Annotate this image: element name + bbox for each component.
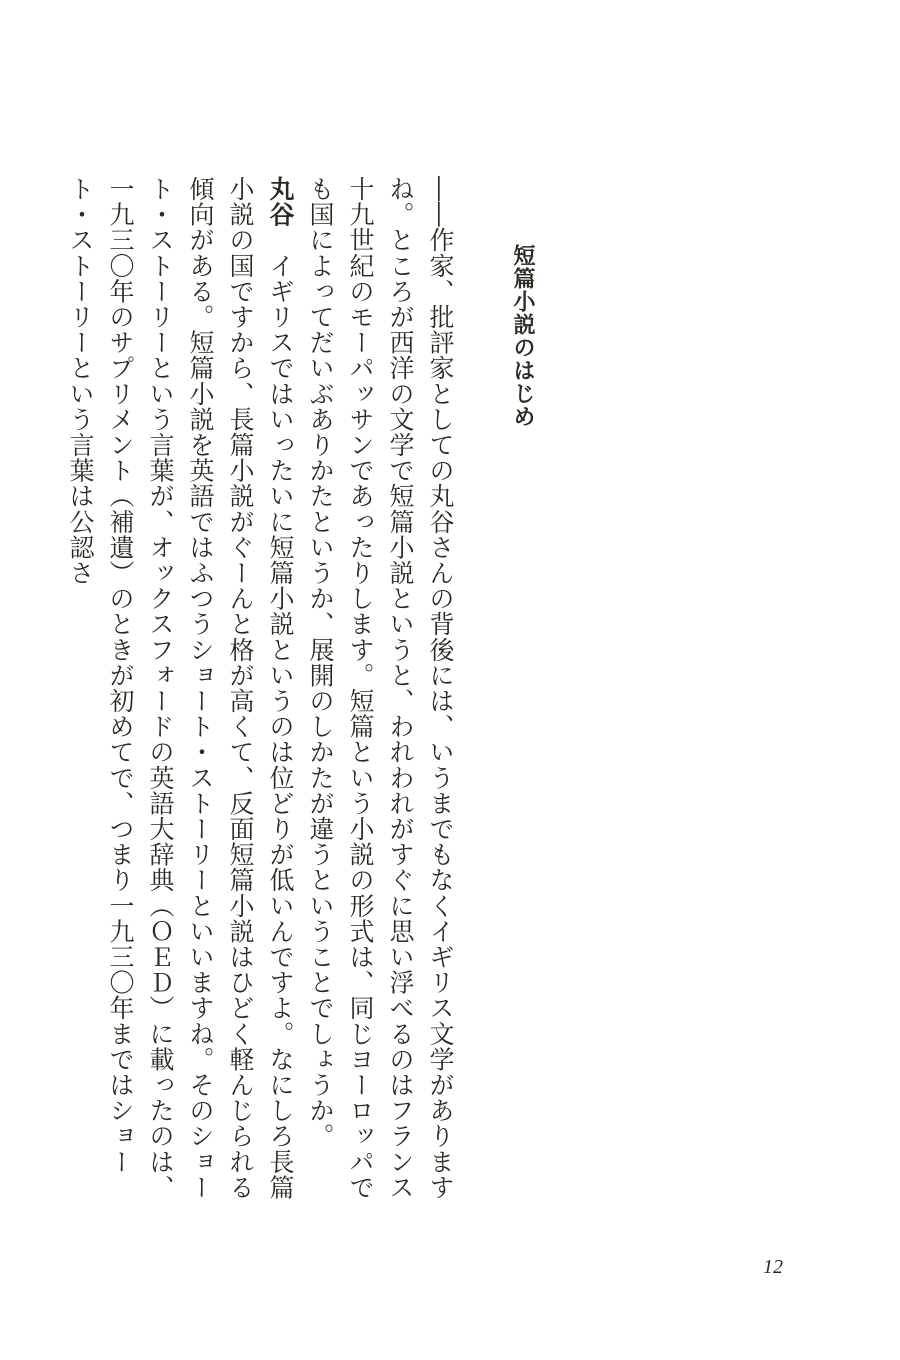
speaker-label: 丸谷 <box>266 176 295 228</box>
page-number: 12 <box>763 1256 783 1278</box>
paragraph-maruya <box>60 176 300 1216</box>
paragraph-interviewer <box>300 176 460 1216</box>
body-text <box>60 176 460 1216</box>
paragraph-text: イギリスではいったいに短篇小説というのは位どりが低いんですよ。なにしろ長篇小説の国ですから、長篇小説がぐーんと格が高くて、反面短篇小説はひどく軽んじられる傾向がある。短篇小説を英語ではふつうショート・ストーリーといいますね。そのショート・ストーリーという言葉が、オックスフォードの英語大辞典（ＯＥＤ）に載ったのは、一九三〇年のサプリメント（補遺）のときが初めてで、つまり一九三〇年まではショート・ストーリーという言葉は公認さ <box>66 176 295 1201</box>
section-heading: 短篇小説のはじめ <box>510 244 535 428</box>
paragraph-text: ――作家、批評家としての丸谷さんの背後には、いうまでもなくイギリス文学がありますね。ところが西洋の文学で短篇小説というと、われわれがすぐに思い浮べるのはフランス十九世紀のモーパッサンであったりします。短篇という小説の形式は、同じヨーロッパでも国によってだいぶありかたというか、展開のしかたが違うということでしょうか。 <box>306 176 455 1200</box>
